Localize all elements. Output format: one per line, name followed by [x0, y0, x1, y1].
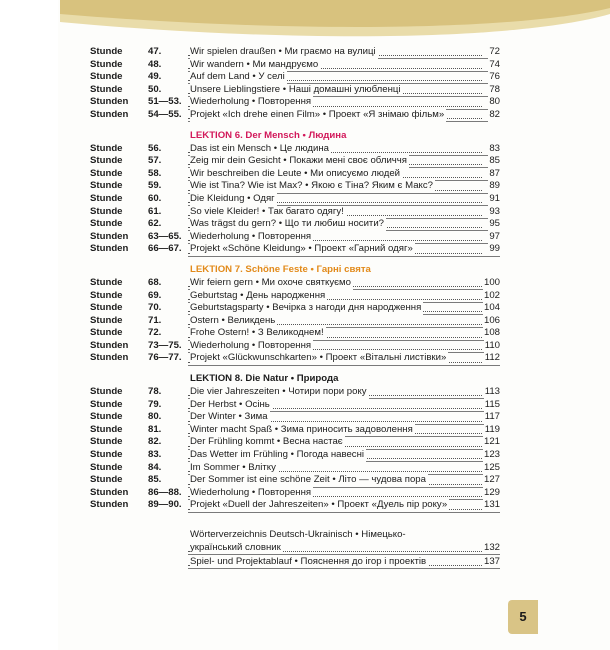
entry-page: 127: [483, 474, 500, 486]
toc-section: [80, 256, 510, 365]
entry-page: 74: [489, 58, 500, 70]
toc-entry[interactable]: [80, 193, 510, 206]
entry-line: [188, 302, 500, 315]
lesson-number: 61.: [148, 205, 162, 217]
lesson-number: 73—75.: [148, 339, 182, 351]
entry-page: 117: [484, 411, 500, 423]
entry-title: Wir feiern gern • Ми охоче святкуємо: [190, 276, 351, 288]
lesson-number: 70.: [148, 302, 162, 314]
page-number: 5: [519, 609, 527, 624]
entry-page: 80: [489, 96, 500, 108]
lesson-label: [90, 289, 162, 303]
toc-entry[interactable]: [80, 180, 510, 193]
toc-entry[interactable]: [80, 386, 510, 399]
toc-entry[interactable]: [80, 449, 510, 462]
toc-entry[interactable]: [80, 487, 510, 500]
lesson-label: [90, 96, 182, 109]
lesson-number: 79.: [148, 398, 162, 410]
lesson-number: 81.: [148, 423, 162, 435]
entry-title: Der Winter • Зима: [190, 411, 268, 423]
lesson-number: 66—67.: [148, 243, 182, 255]
entry-line: [188, 327, 500, 340]
lesson-label: [90, 398, 162, 412]
lesson-number: 89—90.: [148, 499, 182, 511]
lesson-label: [90, 449, 162, 462]
entry-line: [188, 386, 500, 399]
entry-line: [188, 499, 500, 512]
lesson-number: 58.: [148, 167, 162, 179]
lesson-number: 48.: [148, 58, 162, 70]
lesson-label: [90, 302, 162, 315]
entry-line: [188, 46, 500, 59]
games-entry[interactable]: [188, 555, 500, 569]
toc-entry[interactable]: [80, 59, 510, 72]
entry-page: 112: [484, 352, 500, 364]
entry-line: [188, 399, 500, 412]
lesson-word: Stunde: [90, 155, 123, 167]
toc-section: [80, 122, 510, 256]
toc-entry[interactable]: [80, 436, 510, 449]
entry-title: Der Sommer ist eine schöne Zeit • Літо — чудова пора: [190, 474, 426, 486]
entry-line: [188, 84, 500, 97]
entry-title: Projekt «Glückwunschkarten» • Проект «Вітальні листівки»: [190, 352, 447, 364]
entry-title: Zeig mir dein Gesicht • Покажи мені своє обличчя: [190, 155, 408, 167]
entry-page: 104: [483, 302, 500, 314]
lesson-word: Stunde: [90, 474, 123, 486]
toc-entry[interactable]: [80, 499, 510, 512]
lesson-word: Stunden: [90, 339, 129, 351]
lesson-number: 60.: [148, 192, 162, 204]
entry-page: 82: [489, 108, 500, 120]
vocab-entry-line2[interactable]: [188, 541, 500, 555]
toc-entry[interactable]: [80, 340, 510, 353]
lesson-word: Stunden: [90, 96, 129, 108]
lesson-word: Stunden: [90, 108, 129, 120]
lesson-number: 59.: [148, 180, 162, 192]
lesson-number: 62.: [148, 218, 162, 230]
toc-entry[interactable]: [80, 155, 510, 168]
lesson-number: 54—55.: [148, 108, 182, 120]
entry-line: [188, 424, 500, 437]
appendix: [188, 528, 500, 569]
entry-title: Projekt «Ich drehe einen Film» • Проект «Я знімаю фільм»: [190, 108, 445, 120]
entry-page: 95: [489, 218, 500, 230]
lesson-label: [90, 499, 182, 512]
entry-line: [188, 411, 500, 424]
lesson-label: [90, 423, 162, 437]
vocab-title-cont: український словник: [190, 542, 281, 553]
toc-entry[interactable]: [80, 315, 510, 328]
entry-title: Wir wandern • Ми мандруємо: [190, 58, 319, 70]
lesson-label: [90, 155, 162, 168]
lesson-number: 49.: [148, 71, 162, 83]
toc-entry[interactable]: [80, 399, 510, 412]
lesson-number: 85.: [148, 474, 162, 486]
entry-page: 125: [483, 461, 500, 473]
lesson-label: [90, 142, 162, 156]
toc-entry[interactable]: [80, 352, 510, 365]
lesson-label: [90, 58, 162, 72]
lesson-label: [90, 352, 182, 365]
toc-entry[interactable]: [80, 462, 510, 475]
entry-title: Wiederholung • Повторення: [190, 96, 312, 108]
lesson-label: [90, 436, 162, 449]
lesson-label: [90, 243, 182, 256]
entry-line: [188, 352, 500, 365]
lesson-number: 63—65.: [148, 230, 182, 242]
entry-page: 85: [489, 155, 500, 167]
entry-page: 93: [489, 205, 500, 217]
lektion-heading: LEKTION 7. Schöne Feste • Гарні свята: [190, 263, 371, 275]
lektion-heading: LEKTION 6. Der Mensch • Людина: [190, 129, 347, 141]
entry-title: Der Frühling kommt • Весна настає: [190, 436, 343, 448]
lesson-number: 83.: [148, 449, 162, 461]
entry-title: Geburtstag • День народження: [190, 289, 326, 301]
lesson-label: [90, 486, 182, 500]
lesson-word: Stunde: [90, 411, 123, 423]
entry-title: Das ist ein Mensch • Це людина: [190, 142, 330, 154]
toc-entry[interactable]: [80, 474, 510, 487]
entry-title: Das Wetter im Frühling • Погода навесні: [190, 449, 365, 461]
entry-line: [188, 462, 500, 475]
toc-entry[interactable]: [80, 218, 510, 231]
toc-entry[interactable]: [80, 277, 510, 290]
entry-title: Winter macht Spaß • Зима приносить задоволення: [190, 423, 413, 435]
lesson-word: Stunde: [90, 205, 123, 217]
table-of-contents: [80, 46, 510, 569]
lesson-number: 47.: [148, 46, 162, 57]
entry-line: [188, 168, 500, 181]
entry-line: [188, 290, 500, 303]
lesson-number: 56.: [148, 142, 162, 154]
toc-entry[interactable]: [80, 231, 510, 244]
entry-title: Die vier Jahreszeiten • Чотири пори року: [190, 386, 367, 398]
lesson-label: [90, 230, 182, 244]
entry-line: [188, 340, 500, 353]
lesson-word: Stunde: [90, 423, 123, 435]
lesson-word: Stunde: [90, 218, 123, 230]
toc-section: [80, 365, 510, 512]
entry-page: 102: [483, 289, 500, 301]
entry-line: [188, 96, 500, 109]
lesson-number: 51—53.: [148, 96, 182, 108]
entry-line: [188, 206, 500, 219]
lesson-word: Stunde: [90, 436, 123, 448]
lesson-word: Stunden: [90, 243, 129, 255]
lesson-number: 50.: [148, 83, 162, 95]
entry-page: 97: [489, 230, 500, 242]
lesson-word: Stunde: [90, 276, 123, 288]
entry-page: 123: [483, 449, 500, 461]
entry-page: 115: [484, 398, 500, 410]
lesson-word: Stunden: [90, 486, 129, 498]
page-number-tab: [508, 600, 538, 634]
toc-entry[interactable]: [80, 71, 510, 84]
lesson-label: [90, 180, 162, 193]
lesson-word: Stunden: [90, 352, 129, 364]
entry-title: Wir beschreiben die Leute • Ми описуємо людей: [190, 167, 401, 179]
lesson-word: Stunde: [90, 180, 123, 192]
entry-page: 121: [483, 436, 500, 448]
toc-entry[interactable]: [80, 411, 510, 424]
lesson-number: 86—88.: [148, 486, 182, 498]
toc-section: [80, 46, 510, 122]
lesson-number: 69.: [148, 289, 162, 301]
lesson-number: 76—77.: [148, 352, 182, 364]
lesson-word: Stunde: [90, 167, 123, 179]
lesson-label: [90, 192, 162, 206]
lesson-label: [90, 167, 162, 181]
toc-entry[interactable]: [80, 46, 510, 59]
lesson-number: 78.: [148, 386, 162, 398]
entry-line: [188, 315, 500, 328]
entry-title: Was trägst du gern? • Що ти любиш носити?: [190, 218, 385, 230]
lesson-label: [90, 474, 162, 487]
lesson-label: [90, 218, 162, 231]
entry-title: Wiederholung • Повторення: [190, 230, 312, 242]
entry-page: 131: [483, 499, 500, 511]
lesson-word: Stunde: [90, 192, 123, 204]
lesson-word: Stunde: [90, 71, 123, 83]
lesson-word: Stunde: [90, 142, 123, 154]
lesson-word: Stunden: [90, 230, 129, 242]
toc-entry[interactable]: [80, 290, 510, 303]
toc-entry[interactable]: [80, 327, 510, 340]
entry-page: 108: [483, 327, 500, 339]
lesson-label: [90, 327, 162, 340]
toc-entry[interactable]: [80, 424, 510, 437]
toc-entry[interactable]: [80, 302, 510, 315]
toc-entry[interactable]: [80, 206, 510, 219]
lesson-word: Stunde: [90, 461, 123, 473]
lesson-number: 57.: [148, 155, 162, 167]
lesson-word: Stunde: [90, 58, 123, 70]
entry-title: Projekt «Duell der Jahreszeiten» • Проект «Дуель пір року»: [190, 499, 448, 511]
entry-line: [188, 155, 500, 168]
toc-entry[interactable]: [80, 168, 510, 181]
lesson-label: [90, 386, 162, 399]
lesson-number: 71.: [148, 314, 162, 326]
entry-page: 113: [484, 386, 500, 398]
toc-entry[interactable]: [80, 96, 510, 109]
entry-line: [188, 143, 500, 156]
entry-page: 110: [484, 339, 500, 351]
entry-page: 129: [483, 486, 500, 498]
lesson-label: [90, 411, 162, 424]
lesson-label: [90, 205, 162, 219]
lesson-number: 80.: [148, 411, 162, 423]
vocab-entry-line1[interactable]: [188, 528, 500, 541]
entry-line: [188, 243, 500, 256]
entry-page: 99: [489, 243, 500, 255]
lesson-number: 72.: [148, 327, 162, 339]
entry-line: [188, 487, 500, 500]
entry-title: Ostern • Великдень: [190, 314, 276, 326]
entry-title: Die Kleidung • Одяг: [190, 192, 275, 204]
entry-title: Wie ist Tina? Wie ist Max? • Якою є Тіна? Яким є Макс?: [190, 180, 433, 192]
lesson-word: Stunde: [90, 289, 123, 301]
lesson-word: Stunde: [90, 398, 123, 410]
toc-entry[interactable]: [80, 143, 510, 156]
entry-line: [188, 277, 500, 290]
lesson-label: [90, 83, 162, 97]
entry-page: 87: [489, 167, 500, 179]
entry-page: 78: [489, 83, 500, 95]
entry-title: So viele Kleider! • Так багато одягу!: [190, 205, 344, 217]
entry-line: [188, 59, 500, 72]
lesson-number: 84.: [148, 461, 162, 473]
lesson-label: [90, 314, 162, 328]
lesson-word: Stunde: [90, 327, 123, 339]
entry-title: Auf dem Land • У селі: [190, 71, 285, 83]
entry-page: 76: [489, 71, 500, 83]
lesson-number: 82.: [148, 436, 162, 448]
lesson-label: [90, 276, 162, 290]
entry-page: 83: [489, 142, 500, 154]
entry-title: Geburtstagsparty • Вечірка з нагоди дня народження: [190, 302, 422, 314]
entry-page: 119: [484, 423, 500, 435]
entry-title: Wiederholung • Повторення: [190, 339, 312, 351]
entry-title: Unsere Lieblingstiere • Наші домашні улюбленці: [190, 83, 401, 95]
entry-page: 106: [483, 314, 500, 326]
entry-line: [188, 71, 500, 84]
entry-title: Frohe Ostern! • З Великоднем!: [190, 327, 324, 339]
entry-page: 100: [483, 276, 500, 288]
lesson-number: 68.: [148, 276, 162, 288]
entry-line: [188, 449, 500, 462]
entry-line: [188, 193, 500, 206]
vocab-title: Wörterverzeichnis Deutsch-Ukrainisch • Німецько-: [190, 529, 406, 540]
entry-page: 89: [489, 180, 500, 192]
vocab-page: 132: [483, 542, 500, 553]
entry-line: [188, 109, 500, 122]
lesson-label: [90, 461, 162, 475]
toc-entry[interactable]: [80, 84, 510, 97]
lesson-word: Stunde: [90, 449, 123, 461]
games-title: Spiel- und Projektablauf • Пояснення до ігор і проектів: [190, 556, 427, 567]
lesson-word: Stunde: [90, 83, 123, 95]
lesson-label: [90, 339, 182, 353]
entry-title: Der Herbst • Осінь: [190, 398, 270, 410]
lesson-word: Stunde: [90, 302, 123, 314]
lesson-word: Stunde: [90, 386, 123, 398]
lesson-word: Stunden: [90, 499, 129, 511]
entry-line: [188, 218, 500, 231]
entry-line: [188, 474, 500, 487]
games-page: 137: [483, 556, 500, 567]
lesson-label: [90, 46, 162, 59]
toc-entry[interactable]: [80, 243, 510, 256]
entry-title: Wir spielen draußen • Ми граємо на вулиці: [190, 46, 376, 57]
lesson-word: Stunde: [90, 46, 123, 57]
lektion-heading: LEKTION 8. Die Natur • Природа: [190, 373, 339, 385]
entry-line: [188, 436, 500, 449]
lesson-word: Stunde: [90, 314, 123, 326]
toc-entry[interactable]: [80, 109, 510, 122]
entry-title: Projekt «Schöne Kleidung» • Проект «Гарний одяг»: [190, 243, 413, 255]
lesson-label: [90, 108, 182, 122]
entry-line: [188, 231, 500, 244]
entry-title: Wiederholung • Повторення: [190, 486, 312, 498]
entry-title: Im Sommer • Влітку: [190, 461, 276, 473]
entry-page: 72: [489, 46, 500, 57]
entry-page: 91: [489, 192, 500, 204]
lesson-label: [90, 71, 162, 84]
entry-line: [188, 180, 500, 193]
